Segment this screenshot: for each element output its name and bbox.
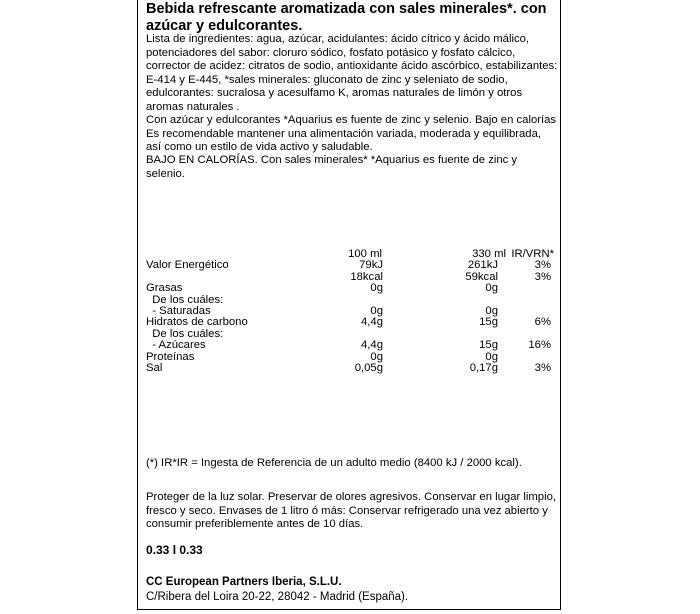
nutrient-label: Proteínas	[146, 350, 195, 363]
company-info	[146, 575, 408, 605]
nutrient-label: Valor Energético	[146, 259, 229, 272]
sweetener-note: Con azúcar y edulcorantes *Aquarius es fuente de zinc y selenio. Bajo en calorías Es recomendable mantener una alimentación variada, moderada y equilibrada, así como un estilo de vida activo y saludable.	[146, 114, 557, 154]
ingredients-list: Lista de ingredientes: agua, azúcar, acidulantes: ácido cítrico y ácido málico, potenciadores del sabor: cloruro sódico, fosfato potásico y fosfato cálcico, corrector de acidez: citratos de sodio, antioxidante ácido ascórbico, estabilizantes: E-414 y E-445, *sales minerales: gluconato de zinc y seleniato de sodio, edulcorantes: sucralosa y acesulfamo K, aromas naturales de limón y otros aromas naturales .	[146, 33, 558, 113]
value-per330: 15g	[479, 316, 498, 329]
nutrition-table	[146, 249, 560, 374]
value-per330: 0,17g	[469, 361, 498, 374]
value-ir: 6%	[534, 316, 551, 329]
value-per330: 0g	[485, 350, 498, 363]
nutrient-label: Hidratos de carbono	[146, 316, 248, 329]
storage-instructions: Proteger de la luz solar. Preservar de olores agresivos. Conservar en lugar limpio, fresco y seco. Envases de 1 litro ó más: Conservar refrigerado una vez abierto y consumir preferiblemente antes de 10 días.	[146, 491, 557, 531]
value-per100: 79kJ	[359, 259, 383, 272]
nutrient-label: De los cuáles:	[146, 293, 224, 306]
value-per330: 261kJ	[467, 259, 498, 272]
value-per100: 0,05g	[354, 361, 383, 374]
header-ir: IR/VRN*	[511, 248, 554, 260]
value-per100: 0g	[370, 282, 383, 295]
value-per330: 59kcal	[465, 270, 498, 283]
nutrient-label: - Azúcares	[146, 339, 206, 352]
value-per330: 15g	[479, 339, 498, 352]
nutrient-label: Sal	[146, 361, 163, 374]
value-per100: 0g	[370, 304, 383, 317]
value-per100: 4,4g	[361, 316, 383, 329]
value-ir: 3%	[534, 270, 551, 283]
value-ir: 3%	[534, 259, 551, 272]
nutrient-label: - Saturadas	[146, 304, 211, 317]
nutrition-row	[146, 363, 560, 374]
value-per100: 0g	[370, 350, 383, 363]
header-per100: 100 ml	[348, 248, 382, 260]
volume-code: 0.33 l 0.33	[146, 543, 203, 557]
nutrient-label: De los cuáles:	[146, 327, 224, 340]
company-name: CC European Partners Iberia, S.L.U.	[146, 576, 342, 588]
value-per330: 0g	[485, 282, 498, 295]
header-per330: 330 ml	[472, 248, 506, 260]
nutrition-row	[146, 340, 560, 351]
reference-intake-note: (*) IR*IR = Ingesta de Referencia de un adulto medio (8400 kJ / 2000 kcal).	[146, 457, 522, 469]
low-calorie-note: BAJO EN CALORÍAS. Con sales minerales* *Aquarius es fuente de zinc y selenio.	[146, 154, 518, 180]
value-ir: 16%	[528, 339, 551, 352]
value-per330: 0g	[485, 304, 498, 317]
value-per100: 18kcal	[350, 270, 383, 283]
nutrient-label: Grasas	[146, 282, 183, 295]
nutrition-rows	[146, 260, 560, 374]
value-ir: 3%	[534, 361, 551, 374]
product-title: Bebida refrescante aromatizada con sales minerales*. con azúcar y edulcorantes.	[146, 1, 547, 34]
company-address: C/Ribera del Loira 20-22, 28042 - Madrid (España).	[146, 591, 409, 603]
nutrition-row	[146, 283, 560, 294]
value-per100: 4,4g	[361, 339, 383, 352]
